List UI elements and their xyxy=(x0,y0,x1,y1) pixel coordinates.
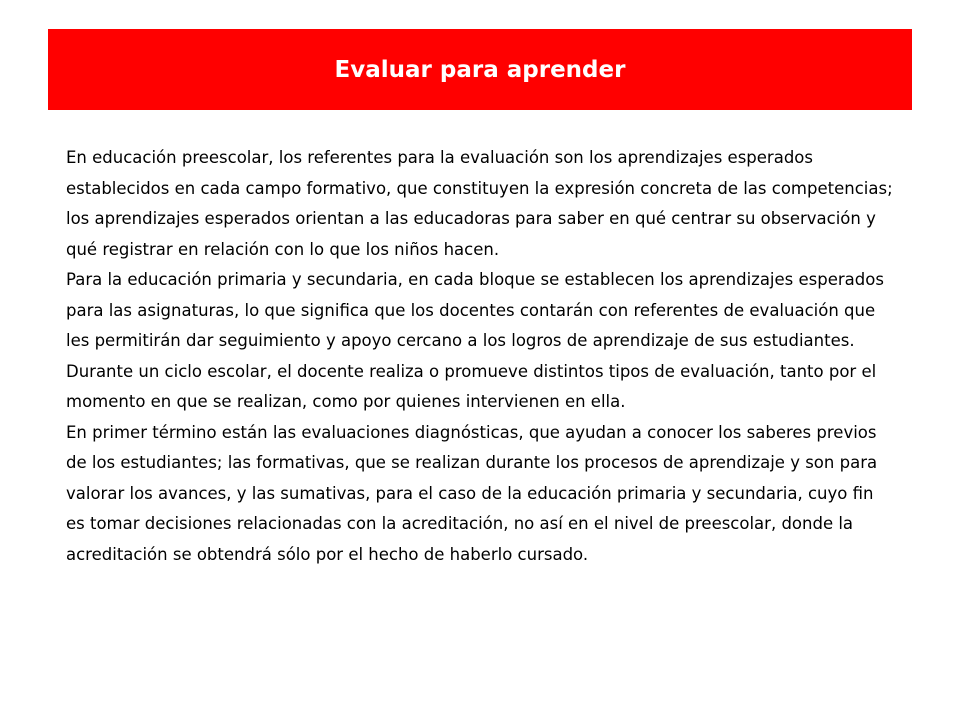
paragraph-ciclo-escolar: Durante un ciclo escolar, el docente realiza o promueve distintos tipos de evaluación, tanto por el momento en que se realizan, como por quienes intervienen en ella. xyxy=(66,361,877,411)
paragraph-preescolar: En educación preescolar, los referentes para la evaluación son los aprendizajes esperados establecidos en cada campo formativo, que constituyen la expresión concreta de las competencias; los aprendizajes esperados orientan a las educadoras para saber en qué centrar su observación y qué registrar en relación con lo que los niños hacen. xyxy=(66,148,893,259)
paragraph-primaria-secundaria: Para la educación primaria y secundaria, en cada bloque se establecen los aprendizajes esperados para las asignaturas, lo que significa que los docentes contarán con referentes de evaluación que les permitirán dar seguimiento y apoyo cercano a los logros de aprendizaje de sus estudiantes. xyxy=(66,270,884,350)
paragraph-tipos-evaluacion: En primer término están las evaluaciones diagnósticas, que ayudan a conocer los saberes previos de los estudiantes; las formativas, que se realizan durante los procesos de aprendizaje y son para valorar los avances, y las sumativas, para el caso de la educación primaria y secundaria, cuyo fin es tomar decisiones relacionadas con la acreditación, no así en el nivel de preescolar, donde la acreditación se obtendrá sólo por el hecho de haberlo cursado. xyxy=(66,422,878,564)
title-banner xyxy=(48,29,912,110)
slide-title: Evaluar para aprender xyxy=(334,56,626,83)
slide-body xyxy=(66,143,896,570)
